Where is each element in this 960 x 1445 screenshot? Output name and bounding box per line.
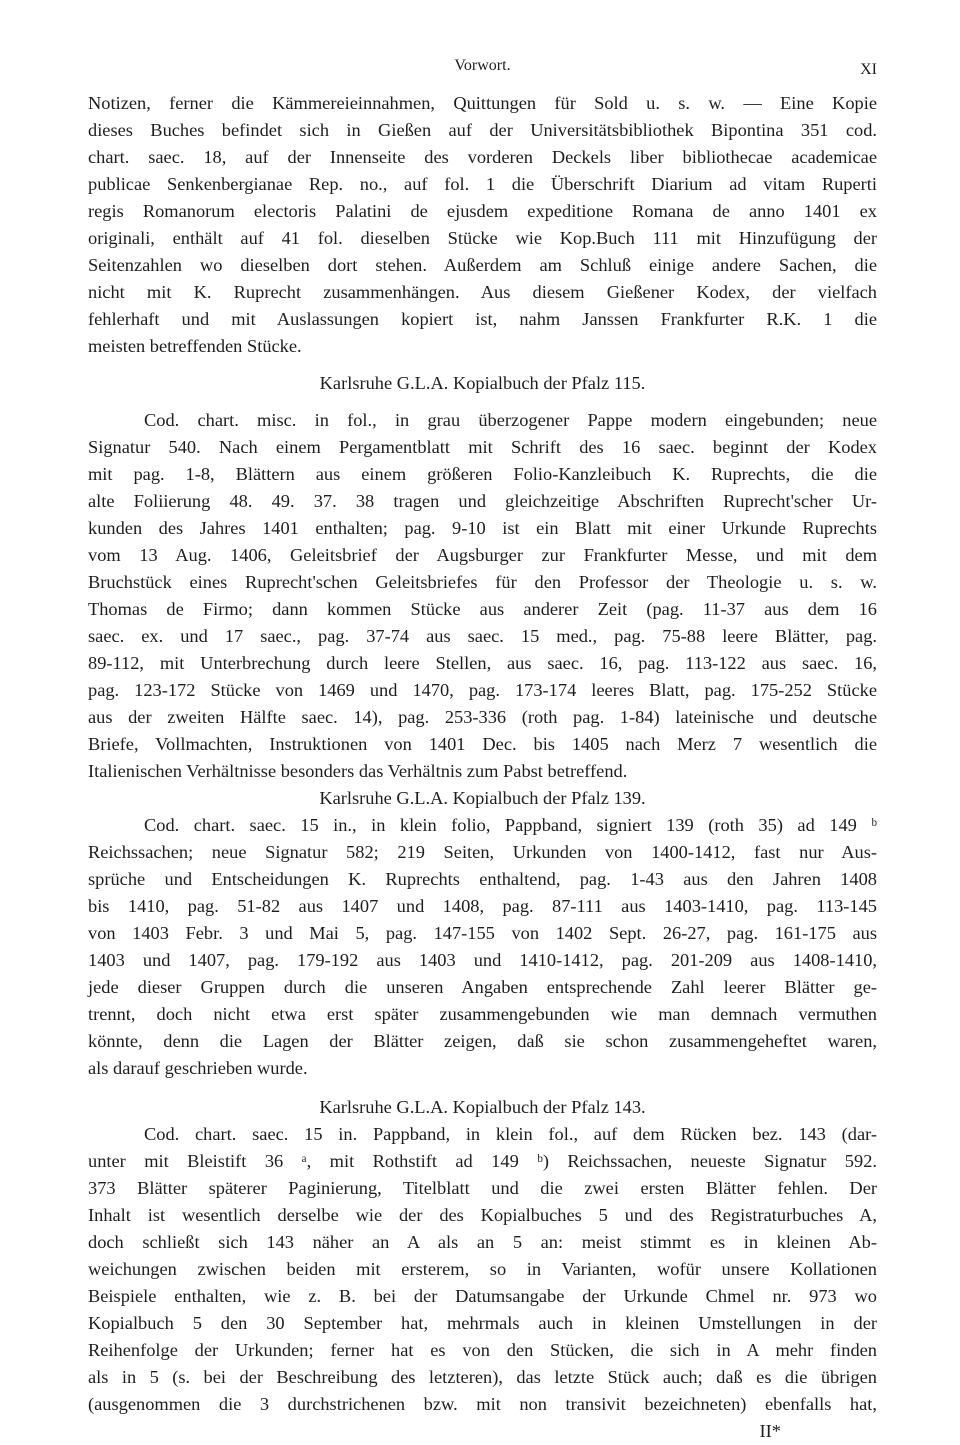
text-line: (ausgenommen die 3 durchstrichenen bzw. mit non transivit bezeichneten) ebenfalls hat, [88,1394,877,1414]
text-line: weichungen zwischen beiden mit ersterem, so in Varianten, wofür unsere Kollationen [88,1259,877,1279]
text-line: regis Romanorum electoris Palatini de ejusdem expeditione Romana de anno 1401 ex [88,201,877,221]
spacer [88,360,877,370]
text-line: Kopialbuch 5 den 30 September hat, mehrmals auch in kleinen Umstellungen in der [88,1313,877,1333]
text-line: fehlerhaft und mit Auslassungen kopiert ist, nahm Janssen Frankfurter R.K. 1 die [88,309,877,329]
text-line: kunden des Jahres 1401 enthalten; pag. 9-10 ist ein Blatt mit einer Urkunde Ruprechts [88,518,877,538]
text-line: als darauf geschrieben wurde. [88,1058,308,1078]
text-line: Inhalt ist wesentlich derselbe wie der des Kopialbuches 5 und des Registraturbuches A, [88,1205,877,1225]
text-line: nicht mit K. Ruprecht zusammenhängen. Aus diesem Gießener Kodex, der vielfach [88,282,877,302]
signature-mark: II* [759,1421,781,1441]
text-line: Cod. chart. saec. 15 in. Pappband, in klein fol., auf dem Rücken bez. 143 (dar- [144,1124,877,1144]
text-line: bis 1410, pag. 51-82 aus 1407 und 1408, pag. 87-111 aus 1403-1410, pag. 113-145 [88,896,877,916]
text-line: originali, enthält auf 41 fol. dieselben Stücke wie Kop.Buch 111 mit Hinzufügung der [88,228,877,248]
text-line: Reihenfolge der Urkunden; ferner hat es von den Stücken, die sich in A mehr finden [88,1340,877,1360]
text-line: trennt, doch nicht etwa erst später zusammengebunden wie man demnach vermuthen [88,1004,877,1024]
text-line: Briefe, Vollmachten, Instruktionen von 1401 Dec. bis 1405 nach Merz 7 wesentlich die [88,734,877,754]
text-line: alte Foliierung 48. 49. 37. 38 tragen und gleichzeitige Abschriften Ruprecht'scher Ur- [88,491,877,511]
text-line: von 1403 Febr. 3 und Mai 5, pag. 147-155 von 1402 Sept. 26-27, pag. 161-175 aus [88,923,877,943]
text-line: Signatur 540. Nach einem Pergamentblatt mit Schrift des 16 saec. beginnt der Kodex [88,437,877,457]
running-title: Vorwort. [454,57,511,74]
section-heading: Karlsruhe G.L.A. Kopialbuch der Pfalz 143. [319,1097,646,1117]
text-line: meisten betreffenden Stücke. [88,336,302,356]
text-line: chart. saec. 18, auf der Innenseite des vorderen Deckels liber bibliothecae academicae [88,147,877,167]
spacer [88,1082,877,1094]
text-line: aus der zweiten Hälfte saec. 14), pag. 253-336 (roth pag. 1-84) lateinische und deutsche [88,707,877,727]
text-line: 373 Blätter späterer Paginierung, Titelblatt und die zwei ersten Blätter fehlen. Der [88,1178,877,1198]
text-line: 89-112, mit Unterbrechung durch leere Stellen, aus saec. 16, pag. 113-122 aus saec. 16, [88,653,877,673]
page-number: XI [860,61,877,78]
text-line: jede dieser Gruppen durch die unseren Angaben entsprechende Zahl leerer Blätter ge- [88,977,877,997]
text-line: als in 5 (s. bei der Beschreibung des letzteren), das letzte Stück auch; daß es die übrigen [88,1367,877,1387]
text-line: könnte, denn die Lagen der Blätter zeigen, daß sie schon zusammengeheftet waren, [88,1031,877,1051]
text-line: Thomas de Firmo; dann kommen Stücke aus anderer Zeit (pag. 11-37 aus dem 16 [88,599,877,619]
section-heading: Karlsruhe G.L.A. Kopialbuch der Pfalz 139. [319,788,646,808]
text-line: Notizen, ferner die Kämmereieinnahmen, Quittungen für Sold u. s. w. — Eine Kopie [88,93,877,113]
text-line: pag. 123-172 Stücke von 1469 und 1470, pag. 173-174 leeres Blatt, pag. 175-252 Stücke [88,680,877,700]
text-line: 1403 und 1407, pag. 179-192 aus 1403 und 1410-1412, pag. 201-209 aus 1408-1410, [88,950,877,970]
text-line: Italienischen Verhältnisse besonders das Verhältnis zum Pabst betreffend. [88,761,628,781]
text-line: dieses Buches befindet sich in Gießen auf der Universitätsbibliothek Bipontina 351 cod. [88,120,877,140]
spacer [88,397,877,407]
text-line: Bruchstück eines Ruprecht'schen Geleitsbriefes für den Professor der Theologie u. s. w. [88,572,877,592]
text-line: unter mit Bleistift 36 ᵃ, mit Rothstift ad 149 ᵇ) Reichssachen, neueste Signatur 592. [88,1151,877,1171]
section-heading: Karlsruhe G.L.A. Kopialbuch der Pfalz 115. [319,373,646,393]
text-line: publicae Senkenbergianae Rep. no., auf fol. 1 die Überschrift Diarium ad vitam Ruperti [88,174,877,194]
text-line: saec. ex. und 17 saec., pag. 37-74 aus saec. 15 med., pag. 75-88 leere Blätter, pag. [88,626,877,646]
text-line: Reichssachen; neue Signatur 582; 219 Seiten, Urkunden von 1400-1412, fast nur Aus- [88,842,877,862]
text-line: Beispiele enthalten, wie z. B. bei der Datumsangabe der Urkunde Chmel nr. 973 wo [88,1286,877,1306]
text-line: sprüche und Entscheidungen K. Ruprechts enthaltend, pag. 1-43 aus den Jahren 1408 [88,869,877,889]
text-line: vom 13 Aug. 1406, Geleitsbrief der Augsburger zur Frankfurter Messe, und mit dem [88,545,877,565]
text-line: Seitenzahlen wo dieselben dort stehen. Außerdem am Schluß einige andere Sachen, die [88,255,877,275]
text-line: doch schließt sich 143 näher an A als an 5 an: meist stimmt es in kleinen Ab- [88,1232,877,1252]
text-line: Cod. chart. saec. 15 in., in klein folio, Pappband, signiert 139 (roth 35) ad 149 ᵇ [144,815,877,835]
body-text [88,90,877,1445]
text-line: Cod. chart. misc. in fol., in grau überzogener Pappe modern eingebunden; neue [144,410,877,430]
text-line: mit pag. 1-8, Blättern aus einem größeren Folio-Kanzleibuch K. Ruprechts, die die [88,464,877,484]
